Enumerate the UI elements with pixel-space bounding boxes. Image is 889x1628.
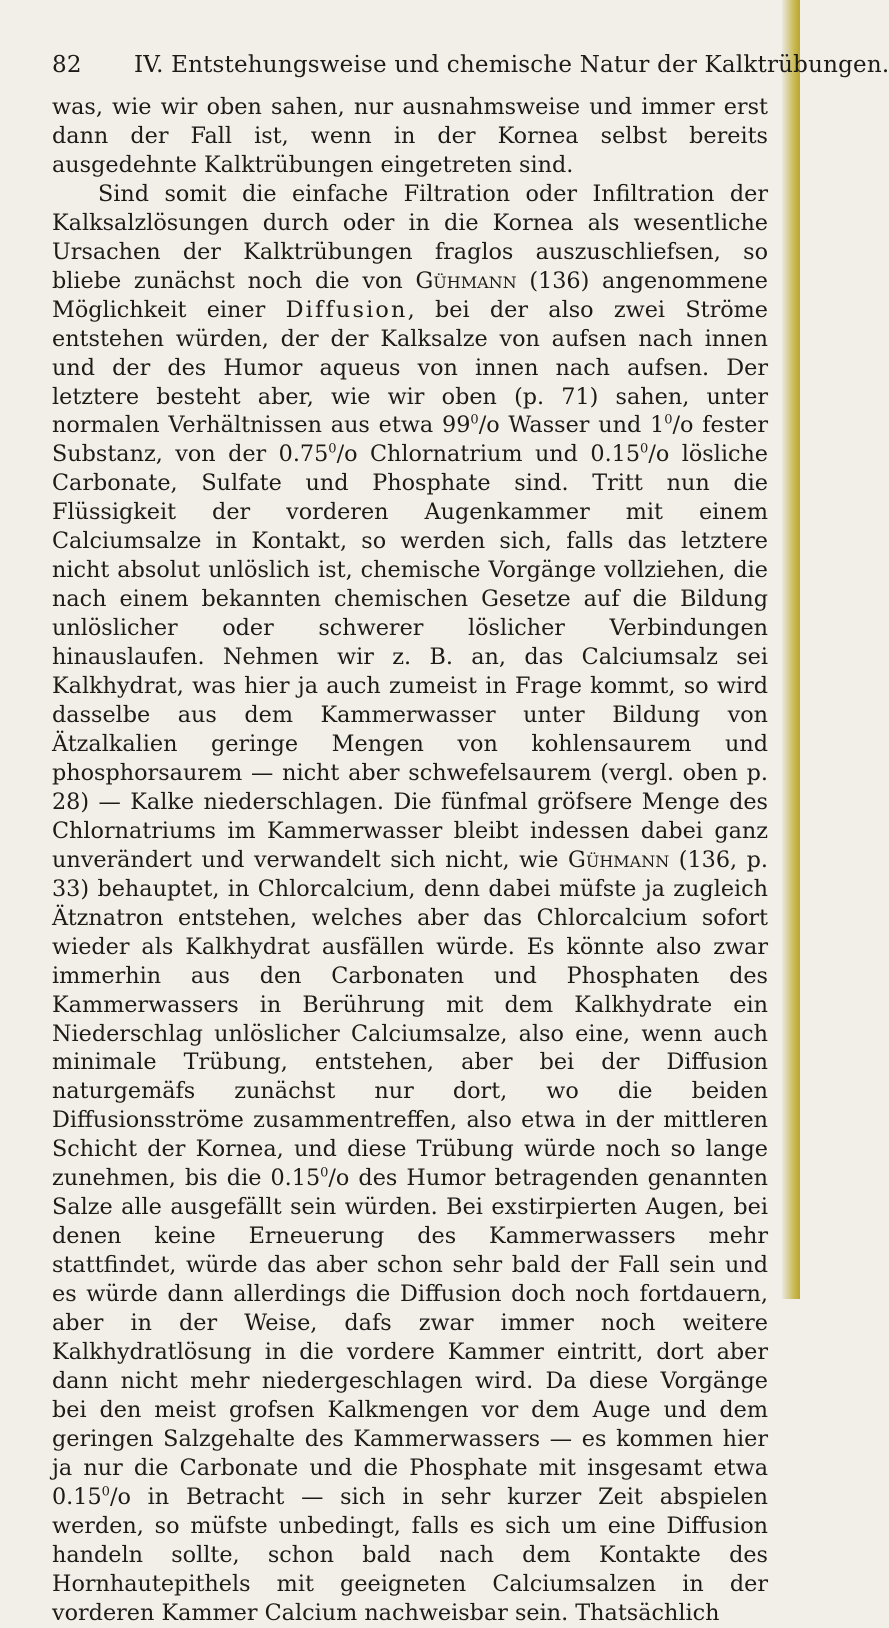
percent-superscript: 0 [101,1484,110,1500]
running-title: IV. Entstehungsweise und chemische Natur der Kalktrübungen. [134,52,889,78]
emphasized-term: Diffusion [285,296,408,323]
page-number: 82 [52,52,82,78]
author-name: Gühmann [568,846,670,873]
running-header [52,52,889,84]
paragraph [52,180,768,1628]
text-run: (136) angenommene Möglichkeit einer [52,267,768,323]
text-run: /o des Humor betragenden genannten Salze alle ausgefällt sein würden. Bei exstirpierten Augen, bei denen keine Erneuerung des Kammerwassers mehr stattfindet, würde das aber schon sehr bald der Fall sein und es würde dann allerdings die Diffusion doch noch fortdauern, aber in der Weise, dafs zwar immer noch weitere Kalkhydratlösung in die vordere Kammer eintritt, dort aber dann nicht mehr niedergeschlagen wird. Da diese Vorgänge bei den meist grofsen Kalkmengen vor dem Auge und dem geringen Salzgehalte des Kammerwassers — es kommen hier ja nur die Carbonate und die Phosphate mit insgesamt etwa 0.15 [52,1165,768,1510]
page-edge-discoloration [782,0,800,1299]
percent-superscript: 0 [664,413,673,429]
text-run: /o fester Substanz, von der 0.75 [52,412,768,468]
paragraph [52,93,768,180]
text-run: /o Wasser und 1 [478,412,665,439]
text-run: , bei der also zwei Ströme entstehen würden, der der Kalksalze von aufsen nach innen und der des Humor aqueus von innen nach aufsen. Der letztere besteht aber, wie wir oben (p. 71) sahen, unter normalen Verhältnissen aus etwa 99 [52,296,769,439]
text-run: /o lösliche Carbonate, Sulfate und Phosphate sind. Tritt nun die Flüssigkeit der vorderen Augenkammer mit einem Calciumsalze in Kontakt, so werden sich, falls das letztere nicht absolut unlöslich ist, chemische Vorgänge vollziehen, die nach einem bekannten chemischen Gesetze auf die Bildung unlöslicher oder schwerer löslicher Verbindungen hinauslaufen. Nehmen wir z. B. an, das Calciumsalz sei Kalkhydrat, was hier ja auch zumeist in Frage kommt, so wird dasselbe aus dem Kammerwasser unter Bildung von Ätzalkalien geringe Mengen von kohlensaurem und phosphorsaurem — nicht aber schwefelsaurem (vergl. oben p. 28) — Kalke niederschlagen. Die fünfmal gröfsere Menge des Chlornatriums im Kammerwasser bleibt indessen dabei ganz unverändert und verwandelt sich nicht, wie [52,441,768,873]
text-run: /o Chlornatrium und 0.15 [336,441,641,468]
percent-superscript: 0 [470,413,479,429]
author-name: Gühmann [415,267,517,294]
body-text [52,93,768,1628]
text-run: was, wie wir oben sahen, nur ausnahmsweise und immer erst dann der Fall ist, wenn in der Kornea selbst bereits ausgedehnte Kalktrübungen eingetreten sind. [52,94,768,178]
text-run: /o in Betracht — sich in sehr kurzer Zeit abspielen werden, so müfste unbedingt, falls es sich um eine Diffusion handeln sollte, schon bald nach dem Kontakte des Hornhautepithels mit geeigneten Calciumsalzen in der vorderen Kammer Calcium nachweisbar sein. Thatsächlich [52,1483,768,1626]
percent-superscript: 0 [328,442,337,458]
percent-superscript: 0 [320,1165,329,1181]
text-run: Sind somit die einfache Filtration oder Infiltration der Kalksalzlösungen durch oder in die Kornea als wesentliche Ursachen der Kalktrübungen fraglos auszuschliefsen, so bliebe zunächst noch die von [52,180,768,294]
percent-superscript: 0 [640,442,649,458]
text-run: (136, p. 33) behauptet, in Chlorcalcium, denn dabei müfste ja zugleich Ätznatron entstehen, welches aber das Chlorcalcium sofort wieder als Kalkhydrat ausfällen würde. Es könnte also zwar immerhin aus den Carbonaten und Phosphaten des Kammerwassers in Berührung mit dem Kalkhydrate ein Niederschlag unlöslicher Calciumsalze, also eine, wenn auch minimale Trübung, entstehen, aber bei der Diffusion naturgemäfs zunächst nur dort, wo die beiden Diffusionsströme zusammentreffen, also etwa in der mittleren Schicht der Kornea, und diese Trübung würde noch so lange zunehmen, bis die 0.15 [52,846,768,1192]
